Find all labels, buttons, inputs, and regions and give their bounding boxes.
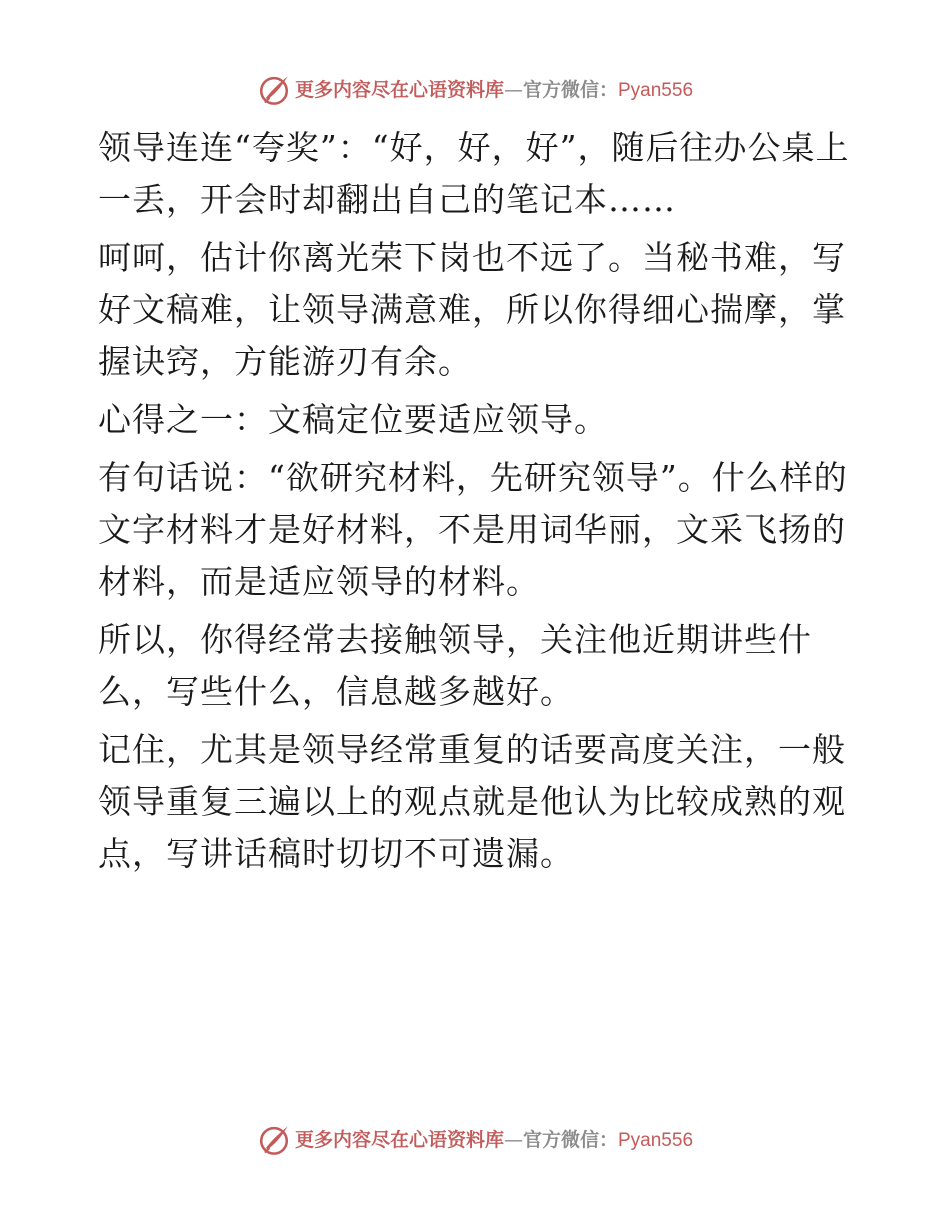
footer-banner <box>0 1120 950 1160</box>
paragraph-2: 呵呵，估计你离光荣下岗也不远了。当秘书难，写好文稿难，让领导满意难，所以你得细心揣摩，掌握诀窍，方能游刃有余。 <box>98 238 846 381</box>
banner-wechat-label: 官方微信： <box>522 78 618 101</box>
banner-text <box>294 78 694 101</box>
paragraph-5: 所以，你得经常去接触领导，关注他近期讲些什么，写些什么，信息越多越好。 <box>98 620 812 711</box>
banner-separator: — <box>503 78 523 101</box>
paragraph-3: 心得之一：文稿定位要适应领导。 <box>98 400 608 439</box>
quill-pen-logo-icon <box>257 1123 291 1157</box>
banner-text <box>294 1128 694 1151</box>
quill-pen-logo-icon <box>257 73 291 107</box>
banner-wechat-id: Pyan556 <box>618 1129 694 1151</box>
paragraph-6: 记住，尤其是领导经常重复的话要高度关注，一般领导重复三遍以上的观点就是他认为比较成熟的观点，写讲话稿时切切不可遗漏。 <box>98 730 846 873</box>
banner-separator: — <box>503 1128 523 1151</box>
banner-wechat-id: Pyan556 <box>618 79 694 101</box>
paragraph-1: 领导连连“夸奖”：“好，好，好”，随后往办公桌上一丢，开会时却翻出自己的笔记本…… <box>98 128 850 219</box>
banner-main-text: 更多内容尽在心语资料库 <box>294 1128 504 1151</box>
paragraph-4: 有句话说：“欲研究材料，先研究领导”。什么样的文字材料才是好材料，不是用词华丽，文采飞扬的材料，而是适应领导的材料。 <box>98 458 848 601</box>
banner-wechat-label: 官方微信： <box>522 1128 618 1151</box>
document-body <box>98 122 858 886</box>
banner-main-text: 更多内容尽在心语资料库 <box>294 78 504 101</box>
header-banner <box>0 70 950 110</box>
